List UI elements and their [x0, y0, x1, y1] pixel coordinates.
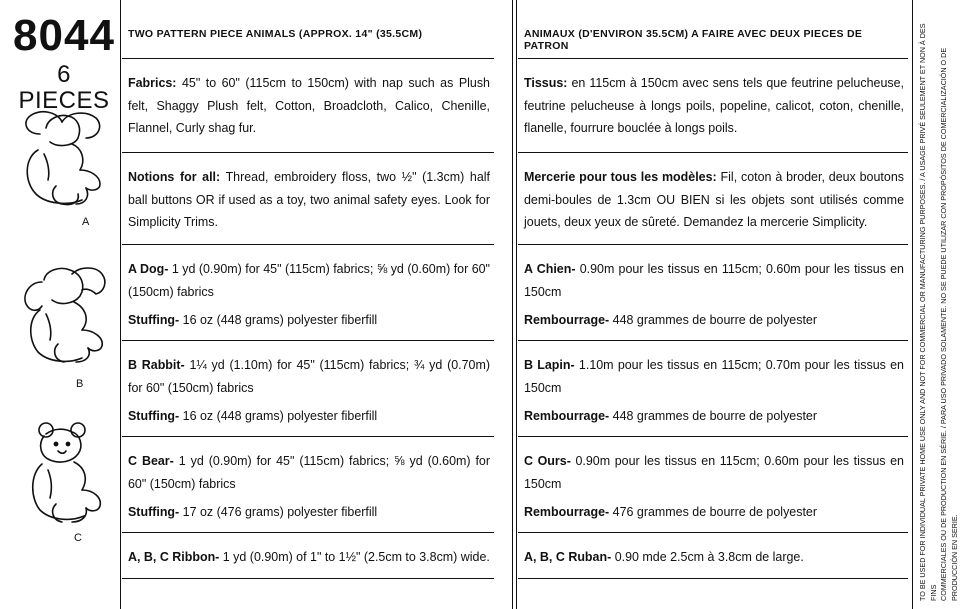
section-divider — [518, 58, 908, 59]
view-a-label: A — [82, 216, 90, 228]
fabrics-text: 45" to 60" (115cm to 150cm) with nap such as Plush felt, Shaggy Plush felt, Cotton, Broadcloth, Calico, Chenille, Flannel, Curly shag fur. — [128, 76, 490, 135]
rabbit-label: B Lapin- — [524, 358, 575, 372]
bear-yardage: 1 yd (0.90m) for 45" (115cm) fabrics; ⅝ yd (0.60m) for 60" (150cm) fabrics — [128, 454, 491, 491]
rabbit-stuffing-text: 16 oz (448 grams) polyester fiberfill — [179, 409, 378, 423]
usage-notice-line: COMMERCIALES OU DE PRODUCTION EN SÉRIE. / PARA USO PRIVADO SOLAMENTE. NO SE PUEDE UTILIZAR CON PROPÓSITOS DE COMERCIALIZACIÓN O DE PRODUCCIÓN EN SERIE. — [939, 47, 959, 601]
fabrics-label: Fabrics: — [128, 76, 177, 90]
section-divider — [122, 58, 494, 59]
ribbon-text: 1 yd (0.90m) of 1" to 1½" (2.5cm to 3.8cm) wide. — [219, 550, 490, 564]
usage-notice-text — [914, 2, 960, 607]
pattern-number: 8044 — [13, 11, 115, 60]
usage-notice-line: TO BE USED FOR INDIVIDUAL PRIVATE HOME USE ONLY AND NOT FOR COMMERCIAL OR MANUFACTURING PURPOSES. / A USAGE PRIVÉ SEULEMENT ET NON À DES FINS — [918, 23, 938, 601]
bear-stuffing-text: 17 oz (476 grams) polyester fiberfill — [179, 505, 378, 519]
column-divider — [912, 0, 913, 609]
english-bear-block — [128, 450, 490, 524]
bear-label: C Bear- — [128, 454, 174, 468]
english-notions-block — [128, 166, 490, 234]
french-notions-block — [524, 166, 904, 234]
english-dog-block — [128, 258, 490, 332]
english-column — [122, 0, 494, 609]
section-divider — [122, 532, 494, 533]
section-divider — [518, 532, 908, 533]
bear-stuffing-text: 476 grammes de bourre de polyester — [609, 505, 818, 519]
french-fabrics-block — [524, 72, 904, 140]
english-ribbon-block — [128, 546, 490, 569]
section-divider — [122, 152, 494, 153]
notions-text: Thread, embroidery floss, two ½" (1.3cm) half ball buttons OR if used as a toy, two animal safety eyes. Look for Simplicity Trims. — [128, 170, 490, 229]
section-divider — [122, 244, 494, 245]
section-divider — [518, 244, 908, 245]
column-divider — [512, 0, 513, 609]
column-divider — [516, 0, 517, 609]
view-b-label: B — [76, 378, 84, 390]
dog-yardage: 1 yd (0.90m) for 45" (115cm) fabrics; ⅝ yd (0.60m) for 60" (150cm) fabrics — [128, 262, 490, 299]
view-c-bear-illustration — [16, 418, 120, 544]
section-divider — [518, 340, 908, 341]
english-rabbit-block — [128, 354, 490, 428]
rabbit-stuffing-text: 448 grammes de bourre de polyester — [609, 409, 818, 423]
pieces-count: 6 PIECES — [18, 61, 110, 114]
section-divider — [122, 578, 494, 579]
notions-text: Fil, coton à broder, deux boutons demi-boules de 1.3cm OU BIEN si les objets sont utilisés comme jouets, deux yeux de sûreté. Demandez la mercerie Simplicity. — [524, 170, 904, 229]
english-fabrics-block — [128, 72, 490, 140]
section-divider — [122, 436, 494, 437]
dog-stuffing-text: 448 grammes de bourre de polyester — [609, 313, 818, 327]
french-dog-block — [524, 258, 904, 332]
ribbon-label: A, B, C Ruban- — [524, 550, 612, 564]
bear-label: C Ours- — [524, 454, 571, 468]
usage-notice — [914, 2, 960, 607]
rabbit-yardage: 1¼ yd (1.10m) for 45" (115cm) fabrics; ¾ yd (0.70m) for 60" (150cm) fabrics — [128, 358, 490, 395]
bear-stuffing-label: Stuffing- — [128, 505, 180, 519]
bear-line-drawing — [16, 418, 120, 530]
dog-stuffing-label: Stuffing- — [128, 313, 180, 327]
section-divider — [518, 578, 908, 579]
rabbit-label: B Rabbit- — [128, 358, 185, 372]
dog-line-drawing — [16, 104, 120, 216]
rabbit-stuffing-label: Rembourrage- — [524, 409, 610, 423]
french-column — [518, 0, 908, 609]
dog-label: A Chien- — [524, 262, 576, 276]
section-divider — [122, 340, 494, 341]
column-divider — [120, 0, 121, 609]
notions-label: Mercerie pour tous les modèles: — [524, 170, 717, 184]
view-c-label: C — [74, 532, 82, 544]
french-ribbon-block — [524, 546, 904, 569]
rabbit-line-drawing — [16, 260, 120, 372]
bear-stuffing-label: Rembourrage- — [524, 505, 610, 519]
fabrics-label: Tissus: — [524, 76, 568, 90]
french-rabbit-block — [524, 354, 904, 428]
ribbon-label: A, B, C Ribbon- — [128, 550, 220, 564]
dog-label: A Dog- — [128, 262, 169, 276]
ribbon-text: 0.90 mde 2.5cm à 3.8cm de large. — [611, 550, 804, 564]
dog-stuffing-label: Rembourrage- — [524, 313, 610, 327]
fabrics-text: en 115cm à 150cm avec sens tels que feutrine pelucheuse, feutrine pelucheuse à longs poils, popeline, calicot, coton, chenille, flanelle, fourrure bouclée à longs poils. — [524, 76, 904, 135]
bear-yardage: 0.90m pour les tissus en 115cm; 0.60m pour les tissus en 150cm — [524, 454, 904, 491]
section-divider — [518, 436, 908, 437]
rabbit-yardage: 1.10m pour les tissus en 115cm; 0.70m pour les tissus en 150cm — [524, 358, 904, 395]
view-a-dog-illustration — [16, 104, 120, 228]
dog-yardage: 0.90m pour les tissus en 115cm; 0.60m pour les tissus en 150cm — [524, 262, 904, 299]
french-heading: ANIMAUX (D'ENVIRON 35.5CM) A FAIRE AVEC DEUX PIECES DE PATRON — [524, 28, 863, 52]
french-bear-block — [524, 450, 904, 524]
section-divider — [518, 152, 908, 153]
dog-stuffing-text: 16 oz (448 grams) polyester fiberfill — [179, 313, 378, 327]
notions-label: Notions for all: — [128, 170, 221, 184]
english-heading: TWO PATTERN PIECE ANIMALS (APPROX. 14" (35.5CM) — [128, 28, 423, 40]
view-b-rabbit-illustration — [16, 260, 120, 390]
rabbit-stuffing-label: Stuffing- — [128, 409, 180, 423]
